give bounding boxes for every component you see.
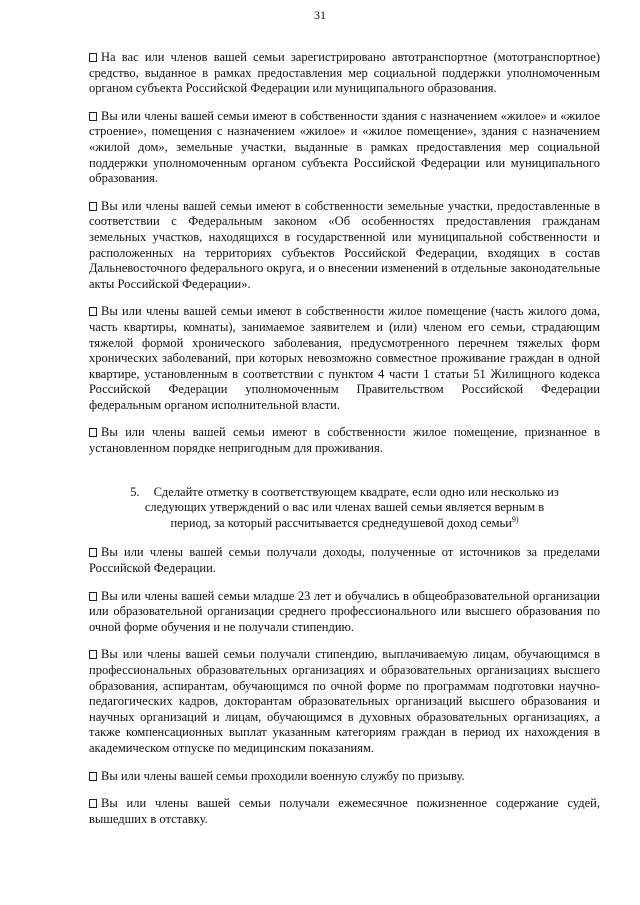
statement-text: Вы или члены вашей семьи имеют в собственности земельные участки, предоставленные в соответствии с Федеральным законом «Об особенностях предоставления гражданам земельных участков, находящихся в государственной или муниципальной собственности и расположенных на территориях субъектов Российской Федерации, входящих в состав Дальневосточного федерального округа, и о внесении изменений в отдельные законодательные акты Российской Федерации». (89, 198, 600, 291)
footnote-marker: 9) (511, 514, 519, 524)
statement-item (89, 796, 600, 827)
checkbox[interactable] (89, 428, 97, 437)
statement-text: Вы или члены вашей семьи имеют в собственности жилое помещение (часть жилого дома, часть квартиры, комнаты), занимаемое заявителем и (или) членом его семьи, страдающим тяжелой формой хронического заболевания, предусмотренного перечнем тяжелых форм хронических заболеваний, при которых невозможно совместное проживание граждан в одной квартире, установленным в соответствии с пунктом 4 части 1 статьи 51 Жилищного кодекса Российской Федерации уполномоченным Правительством Российской Федерации федеральным органом исполнительной власти. (89, 304, 600, 412)
page-number: 31 (314, 8, 326, 22)
statement-text: Вы или члены вашей семьи получали стипендию, выплачиваемую лицам, обучающимся в профессиональных образовательных организациях и образовательных организациях высшего образования, аспирантам, обучающимся по очной форме по программам подготовки научно-педагогических кадров, докторантам образовательных организаций высшего образования и научных организаций и лицам, обучающимся в духовных образовательных организациях, а также компенсационных выплат указанным категориям граждан в период их нахождения в академическом отпуске по медицинским показаниям. (89, 647, 600, 755)
checkbox[interactable] (89, 53, 97, 62)
statement-item (89, 304, 600, 413)
statement-text: Вы или члены вашей семьи получали доходы, полученные от источников за пределами Российской Федерации. (89, 545, 600, 576)
statement-text: Вы или члены вашей семьи получали ежемесячное пожизненное содержание судей, вышедших в отставку. (89, 796, 600, 826)
checkbox[interactable] (89, 650, 97, 659)
statement-item (89, 425, 600, 456)
statement-text: Вы или члены вашей семьи младше 23 лет и обучались в общеобразовательной организации или образовательной организации среднего профессионального или высшего образования по очной форме обучения и не получали стипендию. (89, 588, 600, 634)
checkbox[interactable] (89, 592, 97, 601)
statement-text: Вы или члены вашей семьи имеют в собственности жилое помещение, признанное в установленном порядке непригодным для проживания. (89, 425, 600, 456)
checkbox[interactable] (89, 548, 97, 557)
statement-text: На вас или членов вашей семьи зарегистрировано автотранспортное (мототранспортное) средство, выданное в рамках предоставления мер социальной поддержки уполномоченным органом субъекта Российской Федерации или муниципального образования. (89, 50, 600, 96)
statement-item (89, 647, 600, 756)
statement-item (89, 545, 600, 576)
section-heading (129, 485, 560, 532)
statement-item (89, 589, 600, 636)
section-heading-text: Сделайте отметку в соответствующем квадрате, если одно или несколько из следующих утверждений о вас или членах вашей семьи является верным в период, за который рассчитывается среднедушевой доход семьи (144, 484, 559, 530)
statement-item (89, 769, 600, 785)
checkbox[interactable] (89, 799, 97, 808)
section-number: 5. (130, 484, 140, 499)
statement-item (89, 199, 600, 293)
checkbox[interactable] (89, 772, 97, 781)
statement-text: Вы или члены вашей семьи имеют в собственности здания с назначением «жилое» и «жилое строение», помещения с назначением «жилое» и «жилое помещение», здания с назначением «жилой дом», земельные участки, выданные в рамках предоставления мер социальной поддержки уполномоченным органом субъекта Российской Федерации или муниципального образования. (89, 108, 600, 186)
checkbox[interactable] (89, 112, 97, 121)
statement-item (89, 50, 600, 97)
checkbox[interactable] (89, 307, 97, 316)
statement-item (89, 109, 600, 187)
checkbox[interactable] (89, 202, 97, 211)
statement-text: Вы или члены вашей семьи проходили военную службу по призыву. (101, 768, 465, 783)
document-body (89, 50, 600, 839)
